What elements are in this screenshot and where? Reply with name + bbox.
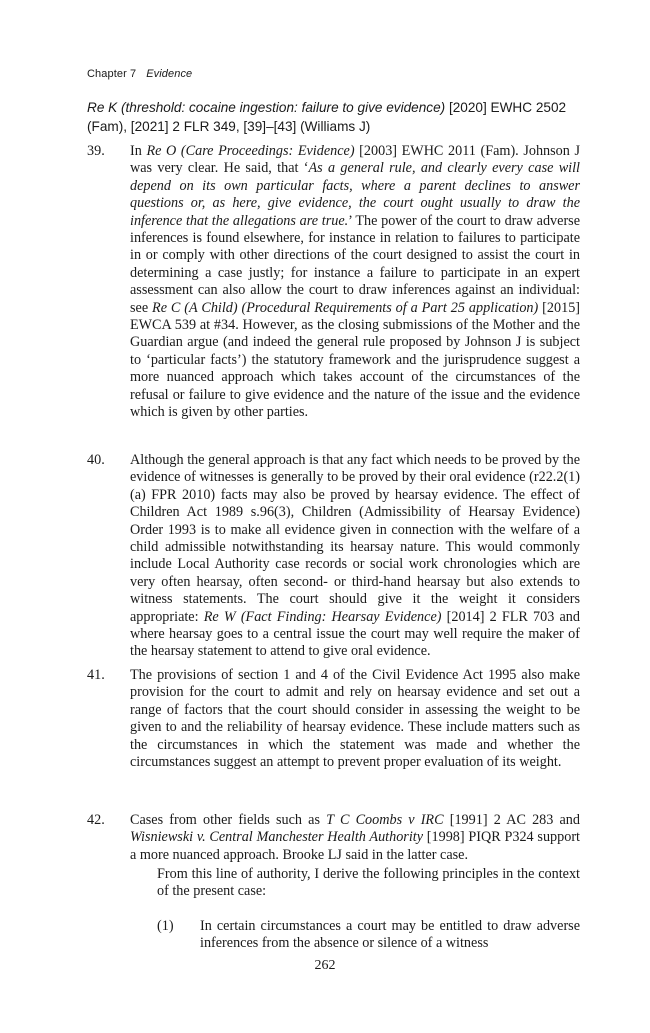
- text-run: [2003] EWHC 2011 (Fam). Johnson J was very clear. He said, that ‘: [130, 143, 580, 177]
- paragraph-number: 42.: [87, 812, 105, 828]
- quote-item-number: (1): [157, 918, 174, 934]
- paragraph-body: [130, 143, 580, 422]
- quote-item-1: [157, 918, 580, 953]
- paragraph-41: [87, 667, 580, 771]
- quote-item-text: In certain circumstances a court may be entitled to draw adverse inferences from the absence or silence of a witness: [200, 918, 580, 952]
- paragraph-body: [130, 452, 580, 661]
- text-run: In: [130, 143, 147, 159]
- case-name: Wisniewski v. Central Manchester Health Authority: [130, 829, 423, 846]
- case-name: T C Coombs v IRC: [326, 812, 444, 828]
- paragraph-number: 40.: [87, 452, 105, 468]
- paragraph-39: [87, 143, 580, 422]
- quoted-text: As a general rule, and clearly every case will depend on its own particular facts, where a parent declines to answer questions or, as here, give evidence, the court ought usually to draw the inference that the allegations are true.: [130, 160, 580, 229]
- text-run: ’ The power of the court to draw adverse inferences is found elsewhere, for instance in relation to failures to participate in or comply with other directions of the court designed to assist the court in determining a case justly; for instance a failure to participate in an expert assessment can also allow the court to draw inferences against an individual: see: [130, 212, 580, 316]
- chapter-label: Chapter 7: [87, 68, 137, 80]
- case-name: Re C (A Child) (Procedural Requirements of a Part 25 application): [152, 299, 539, 316]
- page-number: 262: [314, 958, 336, 973]
- paragraph-body: [130, 812, 580, 864]
- paragraph-body: The provisions of section 1 and 4 of the Civil Evidence Act 1995 also make provision for the court to admit and rely on hearsay evidence and set out a range of factors that the court should consider in assessing the weight to be given to and the reliability of hearsay evidence. These include matters such as the circumstances in which the statement was made and whether the circumstances suggest an attempt to prevent proper evaluation of its weight.: [130, 667, 580, 771]
- paragraph-number: 41.: [87, 667, 105, 683]
- case-name: Re W (Fact Finding: Hearsay Evidence): [203, 608, 442, 625]
- paragraph-number: 39.: [87, 143, 105, 159]
- case-citation: [2020] EWHC 2502 (Fam), [2021] 2 FLR 349, [39]–[43] (Williams J): [87, 100, 567, 134]
- text-run: [2015] EWCA 539 at #34. However, as the closing submissions of the Mother and the Guardian argue (and indeed the general rule proposed by Johnson J is subject to ‘particular facts’) the statutory framework and the jurisprudence suggest a more nuanced approach which takes account of the circumstances of the refusal or failure to give evidence and the nature of the issue and the evidence which is given by other parties.: [130, 299, 581, 421]
- case-title: Re K (threshold: cocaine ingestion: failure to give evidence): [87, 100, 446, 115]
- text-run: [1998] PIQR P324 support a more nuanced approach. Brooke LJ said in the latter case.: [130, 829, 580, 863]
- running-head: [87, 68, 192, 80]
- section-label: Evidence: [146, 68, 193, 80]
- text-run: Although the general approach is that any fact which needs to be proved by the evidence of witnesses is generally to be proved by their oral evidence (r22.2(1)(a) FPR 2010) facts may also be proved by hearsay evidence. The effect of Children Act 1989 s.96(3), Children (Admissibility of Hearsay Evidence) Order 1993 is to make all evidence given in connection with the welfare of a child admissible notwithstanding its hearsay nature. This would commonly include Local Authority case records or social work chronologies which are very often hearsay, often second- or third-hand hearsay but also extends to witness statements. The court should give it the weight it considers appropriate:: [130, 452, 580, 625]
- text-run: [1991] 2 AC 283 and: [443, 812, 580, 828]
- case-heading: [87, 98, 580, 136]
- case-name: Re O (Care Proceedings: Evidence): [146, 143, 355, 159]
- text-run: Cases from other fields such as: [130, 812, 327, 828]
- paragraph-42: [87, 812, 580, 864]
- paragraph-40: [87, 452, 580, 661]
- quote-intro: From this line of authority, I derive the following principles in the context of the present case:: [157, 866, 580, 900]
- text-run: [2014] 2 FLR 703 and where hearsay goes to a central issue the court may well require the maker of the hearsay statement to attend to give oral evidence.: [130, 608, 580, 660]
